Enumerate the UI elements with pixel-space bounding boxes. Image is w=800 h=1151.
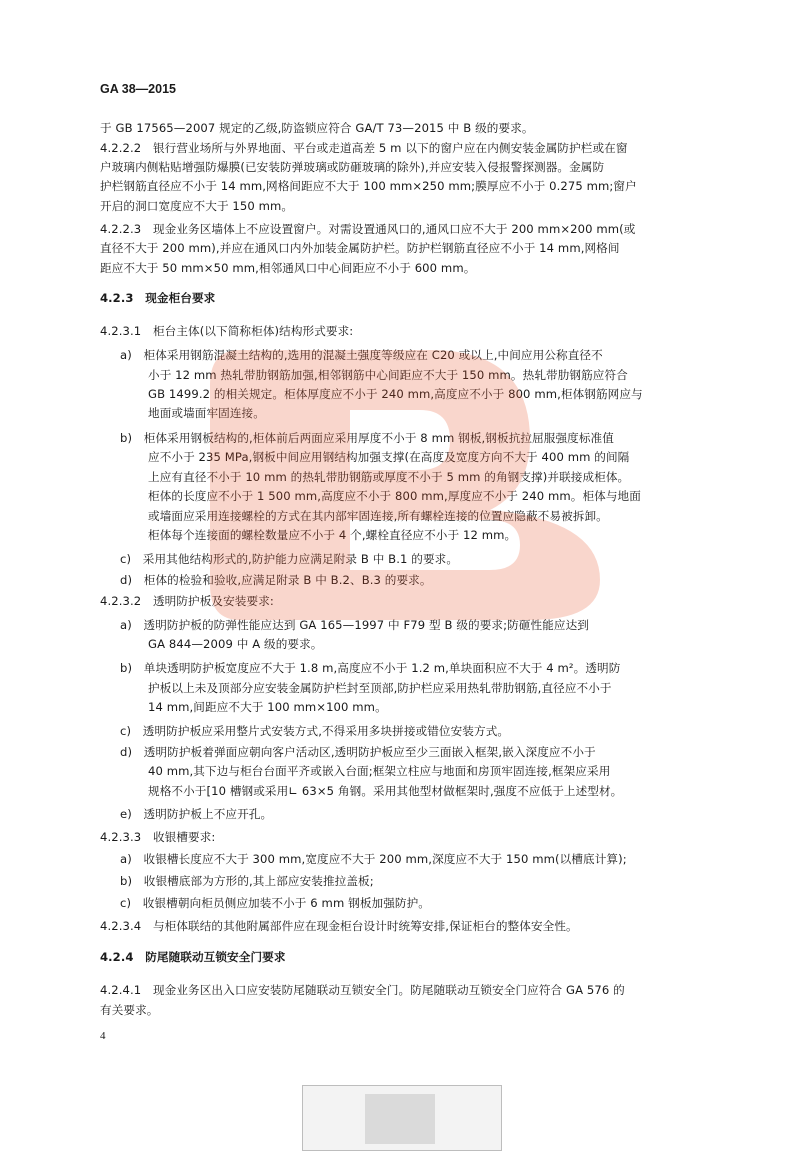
text-line: 开启的洞口宽度应不大于 150 mm。	[100, 199, 294, 213]
list-item-a: a) 收银槽长度应不大于 300 mm,宽度应不大于 200 mm,深度应不大于 150 mm(以槽底计算);	[120, 852, 627, 866]
standard-header: GA 38—2015	[100, 82, 176, 96]
list-item-b: b) 单块透明防护板宽度应不大于 1.8 m,高度应不小于 1.2 m,单块面积应不大于 4 m²。透明防	[120, 661, 621, 675]
clause-4-2-4-1-line: 4.2.4.1 现金业务区出入口应安装防尾随联动互锁安全门。防尾随联动互锁安全门应符合 GA 576 的	[100, 983, 625, 997]
text-line: 规格不小于[10 槽钢或采用∟ 63×5 角钢。采用其他型材做框架时,强度不应低于上述型材。	[148, 784, 623, 798]
scan-stamp-box	[302, 1085, 502, 1151]
text-line: 地面或墙面牢固连接。	[148, 406, 265, 420]
clause-4-2-3-2-line: 4.2.3.2 透明防护板及安装要求:	[100, 594, 274, 608]
text-line: 40 mm,其下边与柜台台面平齐或嵌入台面;框架立柱应与地面和房顶牢固连接,框架应采用	[148, 764, 611, 778]
text-line: 护栏钢筋直径应不小于 14 mm,网格间距应不大于 100 mm×250 mm;膜厚应不小于 0.275 mm;窗户	[100, 179, 637, 193]
scan-stamp-inner	[365, 1094, 435, 1144]
list-item-b: b) 柜体采用钢板结构的,柜体前后两面应采用厚度不小于 8 mm 钢板,钢板抗拉屈服强度标准值	[120, 431, 614, 445]
text-line: 于 GB 17565—2007 规定的乙级,防盗锁应符合 GA/T 73—2015 中 B 级的要求。	[100, 121, 534, 135]
list-item-c: c) 透明防护板应采用整片式安装方式,不得采用多块拼接或错位安装方式。	[120, 724, 510, 738]
text-line: GB 1499.2 的相关规定。柜体厚度应不小于 240 mm,高度应不小于 800 mm,柜体钢筋网应与	[148, 387, 643, 401]
text-line: 距应不大于 50 mm×50 mm,相邻通风口中心间距应不小于 600 mm。	[100, 261, 476, 275]
list-item-e: e) 透明防护板上不应开孔。	[120, 807, 273, 821]
text-line: 小于 12 mm 热轧带肋钢筋加强,相邻钢筋中心间距应不大于 150 mm。热轧带肋钢筋应符合	[148, 368, 628, 382]
list-item-a: a) 透明防护板的防弹性能应达到 GA 165—1997 中 F79 型 B 级的要求;防砸性能应达到	[120, 618, 589, 632]
clause-4-2-3-3-line: 4.2.3.3 收银槽要求:	[100, 830, 216, 844]
text-line: 柜体的长度应不小于 1 500 mm,高度应不小于 800 mm,厚度应不小于 240 mm。柜体与地面	[148, 489, 641, 503]
clause-4-2-2-2-line: 4.2.2.2 银行营业场所与外界地面、平台或走道高差 5 m 以下的窗户应在内侧安装金属防护栏或在窗	[100, 141, 628, 155]
list-item-d: d) 透明防护板着弹面应朝向客户活动区,透明防护板应至少三面嵌入框架,嵌入深度应不小于	[120, 745, 596, 759]
page-number: 4	[100, 1030, 106, 1042]
list-item-a: a) 柜体采用钢筋混凝土结构的,选用的混凝土强度等级应在 C20 或以上,中间应用公称直径不	[120, 348, 603, 362]
text-line: 应不小于 235 MPa,钢板中间应用钢结构加强支撑(在高度及宽度方向不大于 400 mm 的间隔	[148, 450, 630, 464]
text-line: 户玻璃内侧粘贴增强防爆膜(已安装防弹玻璃或防砸玻璃的除外),并应安装入侵报警探测器。金属防	[100, 160, 605, 174]
clause-4-2-2-3-line: 4.2.2.3 现金业务区墙体上不应设置窗户。对需设置通风口的,通风口应不大于 200 mm×200 mm(或	[100, 222, 636, 236]
section-heading-4-2-3: 4.2.3 现金柜台要求	[100, 291, 216, 305]
list-item-c: c) 采用其他结构形式的,防护能力应满足附录 B 中 B.1 的要求。	[120, 552, 459, 566]
text-line: 直径不大于 200 mm),并应在通风口内外加装金属防护栏。防护栏钢筋直径应不小于 14 mm,网格间	[100, 241, 620, 255]
text-line: 或墙面应采用连接螺栓的方式在其内部牢固连接,所有螺栓连接的位置应隐蔽不易被拆卸。	[148, 509, 608, 523]
text-line: 上应有直径不小于 10 mm 的热轧带肋钢筋或厚度不小于 5 mm 的角钢支撑)并联接成柜体。	[148, 470, 630, 484]
text-line: 柜体每个连接面的螺栓数量应不小于 4 个,螺栓直径应不小于 12 mm。	[148, 528, 517, 542]
text-line: 14 mm,间距应不大于 100 mm×100 mm。	[148, 700, 387, 714]
list-item-d: d) 柜体的检验和验收,应满足附录 B 中 B.2、B.3 的要求。	[120, 573, 432, 587]
list-item-b: b) 收银槽底部为方形的,其上部应安装推拉盖板;	[120, 874, 374, 888]
section-heading-4-2-4: 4.2.4 防尾随联动互锁安全门要求	[100, 950, 286, 964]
text-line: 护板以上未及顶部分应安装金属防护栏封至顶部,防护栏应采用热轧带肋钢筋,直径应不小于	[148, 681, 612, 695]
clause-4-2-3-1-line: 4.2.3.1 柜台主体(以下简称柜体)结构形式要求:	[100, 324, 354, 338]
text-line: GA 844—2009 中 A 级的要求。	[148, 637, 323, 651]
clause-4-2-3-4-line: 4.2.3.4 与柜体联结的其他附属部件应在现金柜台设计时统筹安排,保证柜台的整体安全性。	[100, 919, 578, 933]
list-item-c: c) 收银槽朝向柜员侧应加装不小于 6 mm 钢板加强防护。	[120, 896, 430, 910]
text-line: 有关要求。	[100, 1003, 159, 1017]
